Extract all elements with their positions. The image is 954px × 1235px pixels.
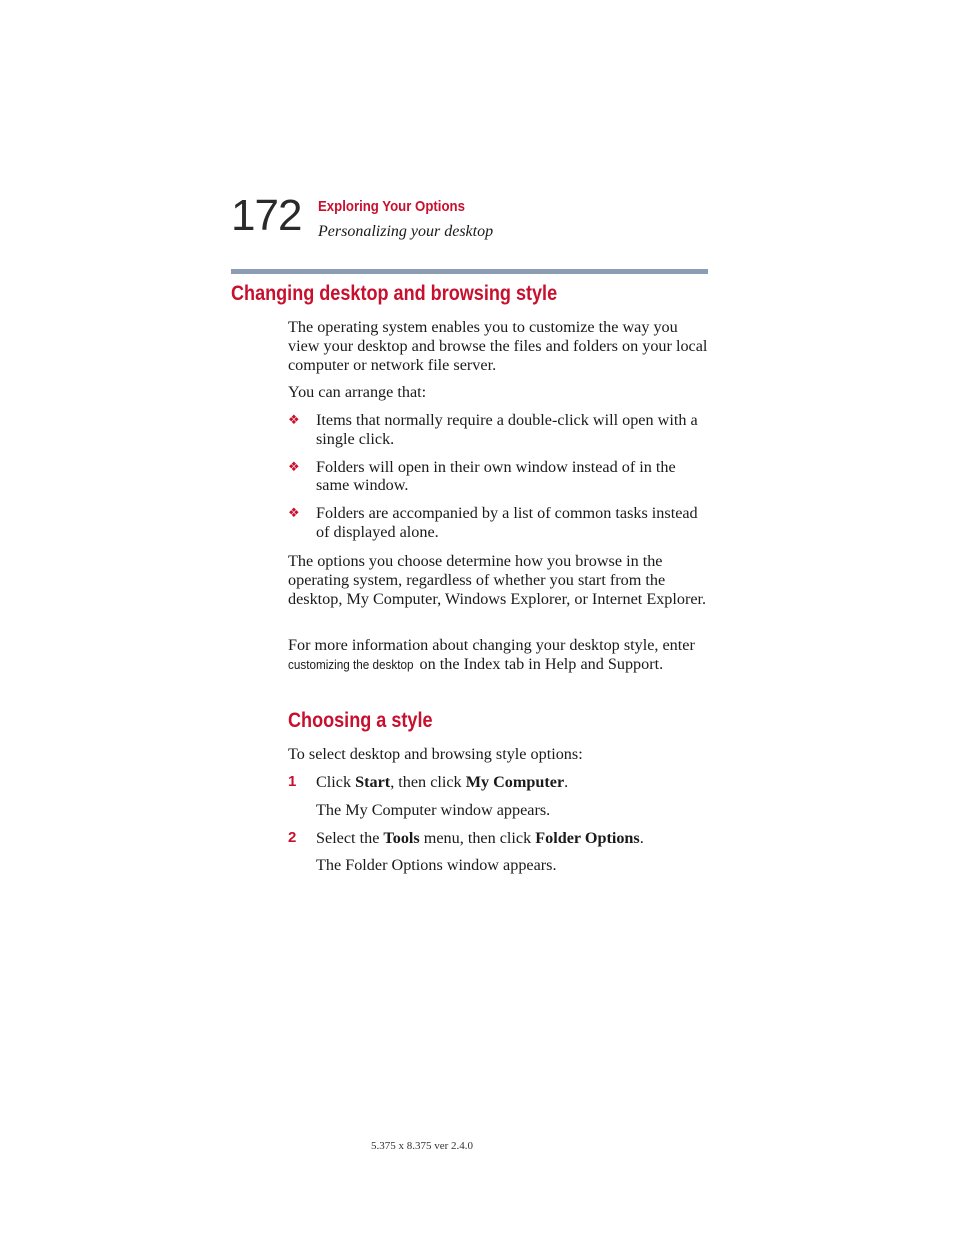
section-title: Personalizing your desktop: [318, 223, 494, 240]
step-result: The Folder Options window appears.: [316, 856, 557, 875]
options-paragraph: The options you choose determine how you browse in the operating system, regardless of whether you start from the desktop, My Computer, Windows Explorer, or Internet Explorer.: [288, 552, 707, 608]
step-emphasis: Start: [355, 773, 391, 791]
step-text: Click: [316, 773, 356, 791]
intro-paragraph: The operating system enables you to customize the way you view your desktop and browse the files and folders on your local computer or network file server.: [288, 318, 708, 374]
step-item: [288, 829, 708, 848]
list-item-text: Folders are accompanied by a list of common tasks instead of displayed alone.: [316, 504, 698, 541]
chapter-title: Exploring Your Options: [318, 198, 465, 215]
step-emphasis: Folder Options: [535, 828, 640, 847]
list-item-text: Items that normally require a double-click will open with a single click.: [316, 411, 698, 448]
list-item-text: Folders will open in their own window instead of in the same window.: [316, 457, 676, 495]
diamond-bullet-icon: ❖: [288, 413, 300, 428]
step-text: , then click: [390, 773, 466, 791]
diamond-bullet-icon: ❖: [288, 506, 300, 522]
arrange-lead: You can arrange that:: [288, 383, 427, 401]
step-number: 1: [288, 773, 297, 790]
page-number: 172: [231, 191, 302, 240]
step-item: [288, 773, 708, 792]
more-info-prefix: For more information about changing your desktop style, enter: [288, 636, 695, 654]
step-text: Select the: [316, 828, 384, 847]
more-info-suffix: on the Index tab in Help and Support.: [419, 654, 664, 673]
step-text: .: [564, 773, 569, 791]
step-result: The My Computer window appears.: [316, 800, 551, 819]
step-emphasis: My Computer: [465, 773, 565, 791]
step-number: 2: [288, 828, 297, 846]
version-footer: 5.375 x 8.375 ver 2.4.0: [371, 1140, 474, 1152]
step-emphasis: Tools: [383, 828, 420, 847]
diamond-bullet-icon: ❖: [288, 459, 300, 475]
more-info-paragraph: [288, 636, 708, 675]
bullet-list: [288, 411, 708, 551]
header-rule: [231, 269, 708, 274]
list-item: [288, 458, 708, 496]
step-list: [288, 773, 708, 884]
steps-lead: To select desktop and browsing style options:: [288, 745, 583, 763]
section-heading: Changing desktop and browsing style: [231, 282, 558, 305]
step-text: .: [639, 828, 644, 847]
list-item: [288, 411, 708, 449]
list-item: [288, 504, 708, 542]
step-text: menu, then click: [419, 828, 536, 847]
subsection-heading: Choosing a style: [288, 709, 433, 732]
index-search-term: customizing the desktop: [288, 656, 414, 672]
